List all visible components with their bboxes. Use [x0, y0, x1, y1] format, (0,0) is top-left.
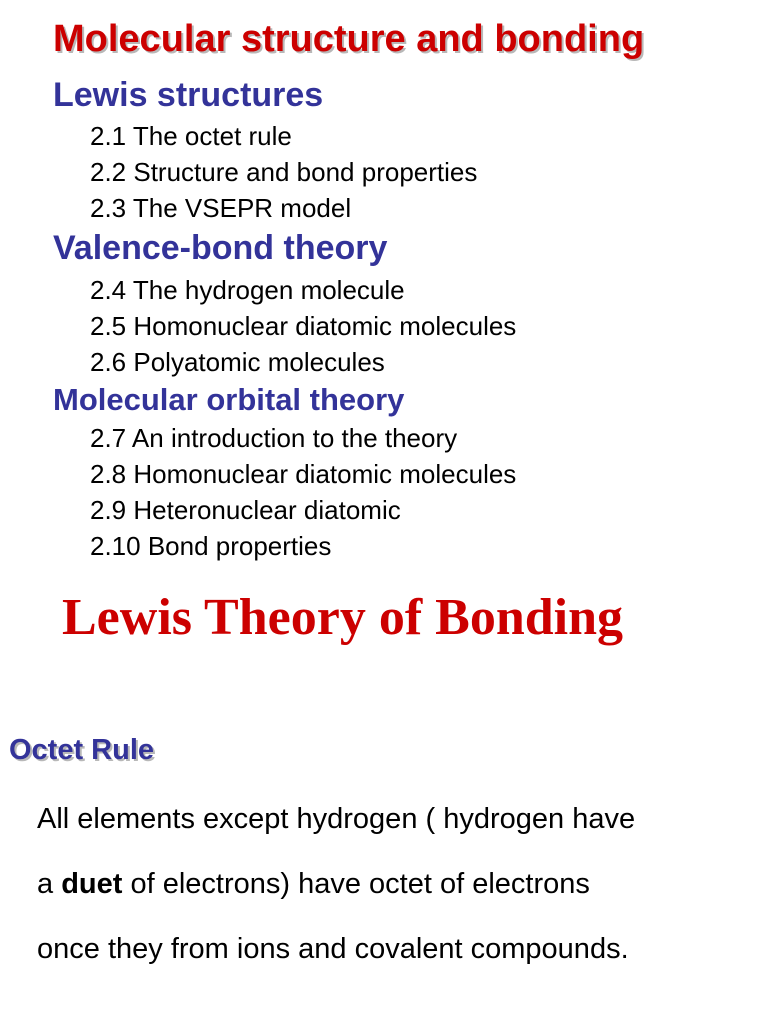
toc-list-molecular-orbital-theory [90, 420, 516, 564]
main-title: Molecular structure and bonding [53, 18, 645, 60]
toc-item: 2.7 An introduction to the theory [90, 423, 458, 453]
octet-rule-heading: Octet Rule [9, 734, 155, 766]
toc-item: 2.5 Homonuclear diatomic molecules [90, 311, 517, 341]
toc-item: 2.10 Bond properties [90, 531, 332, 561]
toc-list-lewis-structures [90, 118, 477, 226]
toc-list-valence-bond-theory [90, 272, 516, 380]
toc-item: 2.4 The hydrogen molecule [90, 275, 405, 305]
toc-item: 2.9 Heteronuclear diatomic [90, 495, 401, 525]
toc-item: 2.3 The VSEPR model [90, 193, 352, 223]
body-line-2-end: of electrons) have octet of electrons [122, 868, 590, 900]
body-line-2-start: a [37, 868, 62, 900]
toc-item: 2.1 The octet rule [90, 121, 292, 151]
section-heading-valence-bond-theory: Valence-bond theory [53, 229, 388, 267]
duet-emphasis: duet [61, 868, 123, 900]
body-line-1: All elements except hydrogen ( hydrogen have [37, 803, 636, 835]
body-line-3: once they from ions and covalent compounds. [37, 933, 629, 965]
toc-item: 2.6 Polyatomic molecules [90, 347, 385, 377]
body-line-2 [37, 852, 757, 917]
toc-item: 2.8 Homonuclear diatomic molecules [90, 459, 517, 489]
octet-rule-body [37, 787, 757, 982]
toc-item: 2.2 Structure and bond properties [90, 157, 478, 187]
section-heading-molecular-orbital-theory: Molecular orbital theory [53, 382, 405, 417]
slide-title: Lewis Theory of Bonding [62, 589, 624, 646]
section-heading-lewis-structures: Lewis structures [53, 76, 324, 114]
